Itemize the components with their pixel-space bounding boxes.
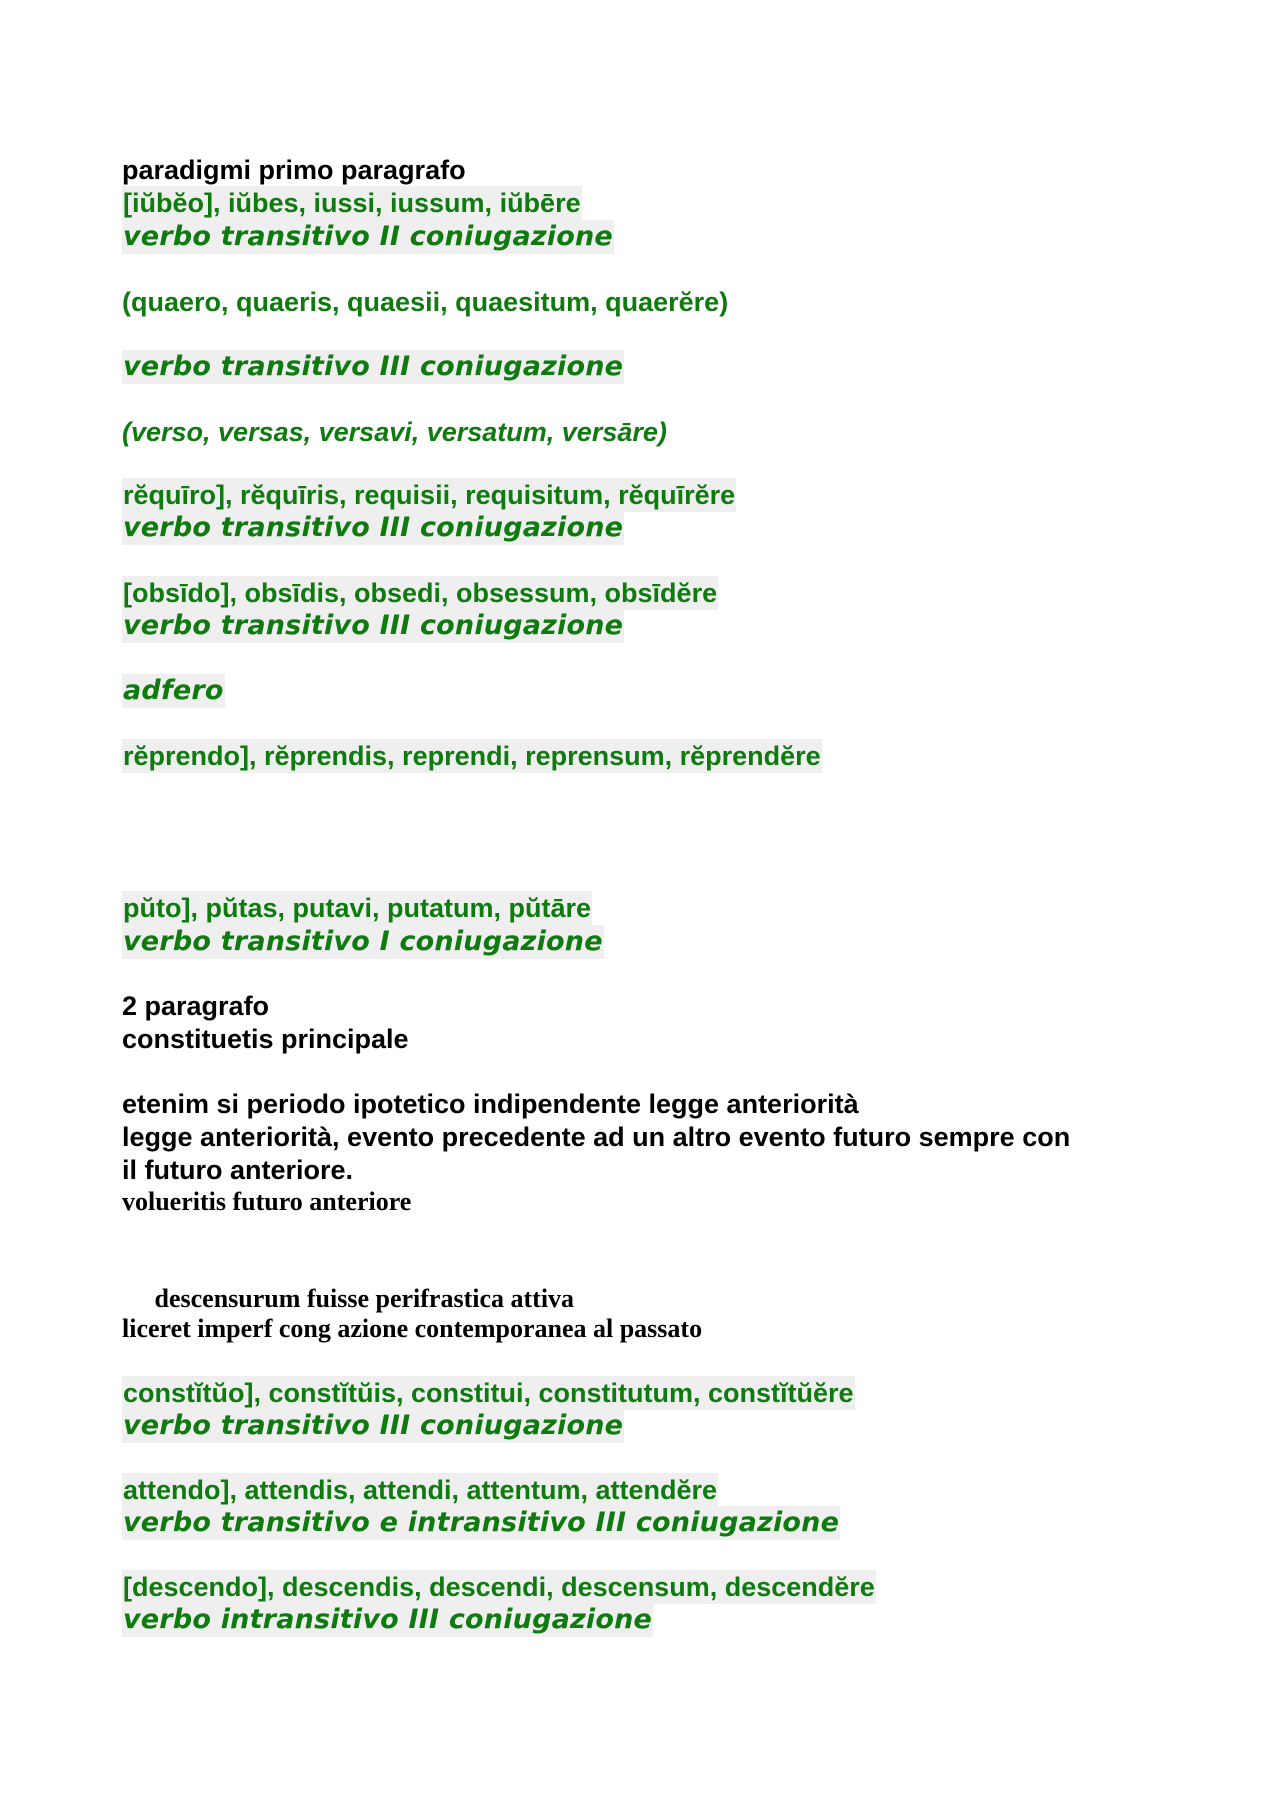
reprendo-forms: rĕprendo], rĕprendis, reprendi, reprensum, rĕprendĕre: [123, 741, 821, 771]
adfero-line: [122, 674, 225, 708]
attendo-type: verbo transitivo e intransitivo III coniugazione: [123, 1507, 840, 1538]
section2-subheading-line: [122, 1022, 409, 1056]
attendo-forms: attendo], attendis, attendi, attentum, attendĕre: [123, 1475, 718, 1505]
quaero-forms: (quaero, quaeris, quaesii, quaesitum, quaerĕre): [122, 287, 729, 317]
quaero-forms-line: [122, 285, 728, 319]
puto-type: verbo transitivo I coniugazione: [123, 926, 603, 957]
obsido-forms: [obsīdo], obsīdis, obsedi, obsessum, obsīdĕre: [123, 578, 718, 608]
descendo-type: verbo intransitivo III coniugazione: [123, 1604, 653, 1635]
quaero-type: verbo transitivo III coniugazione: [123, 351, 624, 382]
requiro-forms-line: [122, 478, 736, 512]
note-text-2: legge anteriorità, evento precedente ad un altro evento futuro sempre con: [122, 1122, 1071, 1152]
constituo-type: verbo transitivo III coniugazione: [123, 1410, 624, 1441]
serif-text-1: volueritis futuro anteriore: [122, 1187, 412, 1216]
requiro-type: verbo transitivo III coniugazione: [123, 512, 624, 543]
puto-type-line: [122, 925, 604, 959]
descendo-forms: [descendo], descendis, descendi, descensum, descendĕre: [123, 1572, 875, 1602]
constituo-forms: constĭtŭo], constĭtŭis, constitui, constitutum, constĭtŭĕre: [123, 1378, 854, 1408]
iubeo-forms-line: [122, 186, 582, 220]
note-text-1: etenim si periodo ipotetico indipendente legge anteriorità: [122, 1089, 859, 1119]
note-text-3: il futuro anteriore.: [122, 1155, 354, 1185]
attendo-forms-line: [122, 1473, 718, 1507]
verso-forms-line: [122, 415, 667, 449]
adfero-text: adfero: [123, 675, 224, 706]
iubeo-forms: [iŭbĕo], iŭbes, iussi, iussum, iŭbēre: [123, 188, 581, 218]
descendo-forms-line: [122, 1570, 876, 1604]
note-line-2: [122, 1120, 1070, 1154]
section2-heading-line: [122, 989, 269, 1023]
puto-forms-line: [122, 891, 592, 925]
title-text: paradigmi primo paragrafo: [122, 155, 466, 185]
constituo-type-line: [122, 1409, 624, 1443]
title-line: [122, 153, 466, 187]
section2-subheading: constituetis principale: [122, 1024, 409, 1054]
obsido-type-line: [122, 609, 624, 643]
note-line-1: [122, 1087, 859, 1121]
descendo-type-line: [122, 1603, 653, 1637]
attendo-type-line: [122, 1506, 840, 1540]
iubeo-type-line: [122, 220, 614, 254]
iubeo-type: verbo transitivo II coniugazione: [123, 221, 613, 252]
serif-text-2: descensurum fuisse perifrastica attiva: [148, 1284, 575, 1313]
serif-line-1: [122, 1185, 411, 1219]
constituo-forms-line: [122, 1376, 855, 1410]
note-line-3: [122, 1153, 353, 1187]
serif-line-3: [122, 1312, 702, 1346]
verso-forms: (verso, versas, versavi, versatum, versāre): [122, 417, 667, 447]
obsido-type: verbo transitivo III coniugazione: [123, 610, 624, 641]
requiro-forms: rĕquīro], rĕquīris, requisii, requisitum, rĕquīrĕre: [123, 480, 736, 510]
puto-forms: pŭto], pŭtas, putavi, putatum, pŭtāre: [123, 893, 591, 923]
section2-heading: 2 paragrafo: [122, 991, 270, 1021]
quaero-type-line: [122, 350, 624, 384]
reprendo-forms-line: [122, 739, 822, 773]
requiro-type-line: [122, 511, 624, 545]
serif-text-3: liceret imperf cong azione contemporanea al passato: [122, 1314, 703, 1343]
obsido-forms-line: [122, 576, 718, 610]
